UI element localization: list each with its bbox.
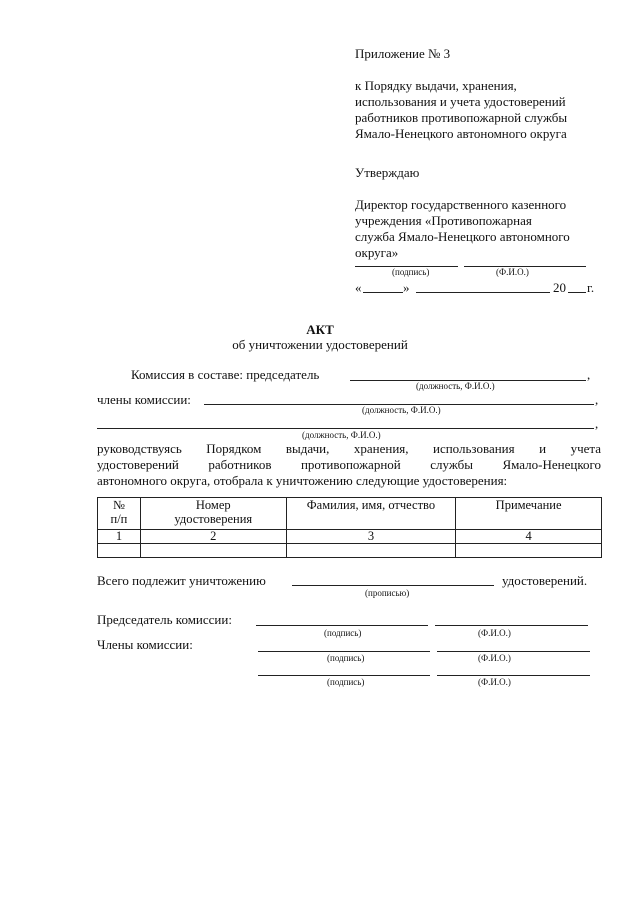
member-1-signature-caption: (подпись): [327, 653, 365, 663]
order-reference-line-1: к Порядку выдачи, хранения,: [355, 78, 517, 93]
chair-fio-line: [435, 625, 588, 626]
date-day-line: [363, 292, 403, 293]
total-suffix: удостоверений.: [502, 573, 588, 588]
director-line-2: учреждения «Противопожарная: [355, 213, 532, 228]
paragraph-line-3: автономного округа, отобрала к уничтожению следующие удостоверения:: [97, 473, 508, 488]
commission-chair-label: Комиссия в составе: председатель: [131, 367, 320, 382]
certificates-table: [97, 497, 602, 558]
director-line-1: Директор государственного казенного: [355, 197, 567, 212]
column-number-2: 2: [140, 530, 286, 544]
date-close-quote: »: [403, 280, 410, 295]
column-number-4: 4: [456, 530, 602, 544]
member-2-signature-caption: (подпись): [327, 677, 365, 687]
date-year-suffix: г.: [587, 280, 595, 295]
member-2-comma: ,: [595, 416, 599, 431]
director-signature-caption: (подпись): [392, 267, 430, 277]
member-2-caption: (должность, Ф.И.О.): [302, 430, 381, 440]
member-2-line: [97, 428, 594, 429]
member-2-fio-caption: (Ф.И.О.): [478, 677, 511, 687]
header-number: [98, 498, 141, 530]
member-1-signature-line: [258, 651, 430, 652]
document-subtitle: об уничтожении удостоверений: [232, 337, 408, 352]
director-line-3: служба Ямало-Ненецкого автономного: [355, 229, 570, 244]
column-number-1: 1: [98, 530, 141, 544]
table-cell: [286, 544, 456, 558]
members-label: члены комиссии:: [97, 392, 191, 407]
header-certificate-number: [140, 498, 286, 530]
header-note: [456, 498, 602, 530]
member-2-fio-line: [437, 675, 590, 676]
order-reference-line-4: Ямало-Ненецкого автономного округа: [355, 126, 567, 141]
date-month-line: [416, 292, 550, 293]
table-numbering-row: [98, 530, 602, 544]
date-open-quote: «: [355, 280, 362, 295]
approve-label: Утверждаю: [355, 165, 420, 180]
member-1-comma: ,: [595, 392, 599, 407]
total-amount-line: [292, 585, 494, 586]
header-certificate-number-text: Номер удостоверения: [174, 498, 253, 526]
appendix-number: Приложение № 3: [355, 46, 451, 61]
director-fio-caption: (Ф.И.О.): [496, 267, 529, 277]
paragraph-line-1: руководствуясь Порядком выдачи, хранения, использования и учета: [97, 441, 601, 456]
table-cell: [140, 544, 286, 558]
header-note-text: Примечание: [495, 498, 562, 512]
total-words-caption: (прописью): [365, 588, 410, 598]
document-title: АКТ: [306, 322, 334, 337]
table-cell: [98, 544, 141, 558]
member-1-fio-caption: (Ф.И.О.): [478, 653, 511, 663]
table-header-row: [98, 498, 602, 530]
table-cell: [456, 544, 602, 558]
director-line-4: округа»: [355, 245, 399, 260]
total-label: Всего подлежит уничтожению: [97, 573, 266, 588]
column-number-3: 3: [286, 530, 456, 544]
order-reference-line-2: использования и учета удостоверений: [355, 94, 566, 109]
chair-signature-line: [256, 625, 428, 626]
member-2-signature-line: [258, 675, 430, 676]
date-year-line: [568, 292, 586, 293]
member-1-caption: (должность, Ф.И.О.): [362, 405, 441, 415]
chair-position-caption: (должность, Ф.И.О.): [416, 381, 495, 391]
date-year-prefix: 20: [553, 280, 566, 295]
chair-signature-caption: (подпись): [324, 628, 362, 638]
header-full-name: [286, 498, 456, 530]
table-row: [98, 544, 602, 558]
paragraph-line-2: удостоверений работников противопожарной службы Ямало-Ненецкого: [97, 457, 601, 472]
header-number-text: № п/п: [110, 498, 128, 526]
members-signature-label: Члены комиссии:: [97, 637, 193, 652]
chair-comma: ,: [587, 367, 591, 382]
chair-signature-label: Председатель комиссии:: [97, 612, 232, 627]
header-full-name-text: Фамилия, имя, отчество: [306, 498, 436, 512]
chair-fio-caption: (Ф.И.О.): [478, 628, 511, 638]
member-1-fio-line: [437, 651, 590, 652]
order-reference-line-3: работников противопожарной службы: [355, 110, 568, 125]
